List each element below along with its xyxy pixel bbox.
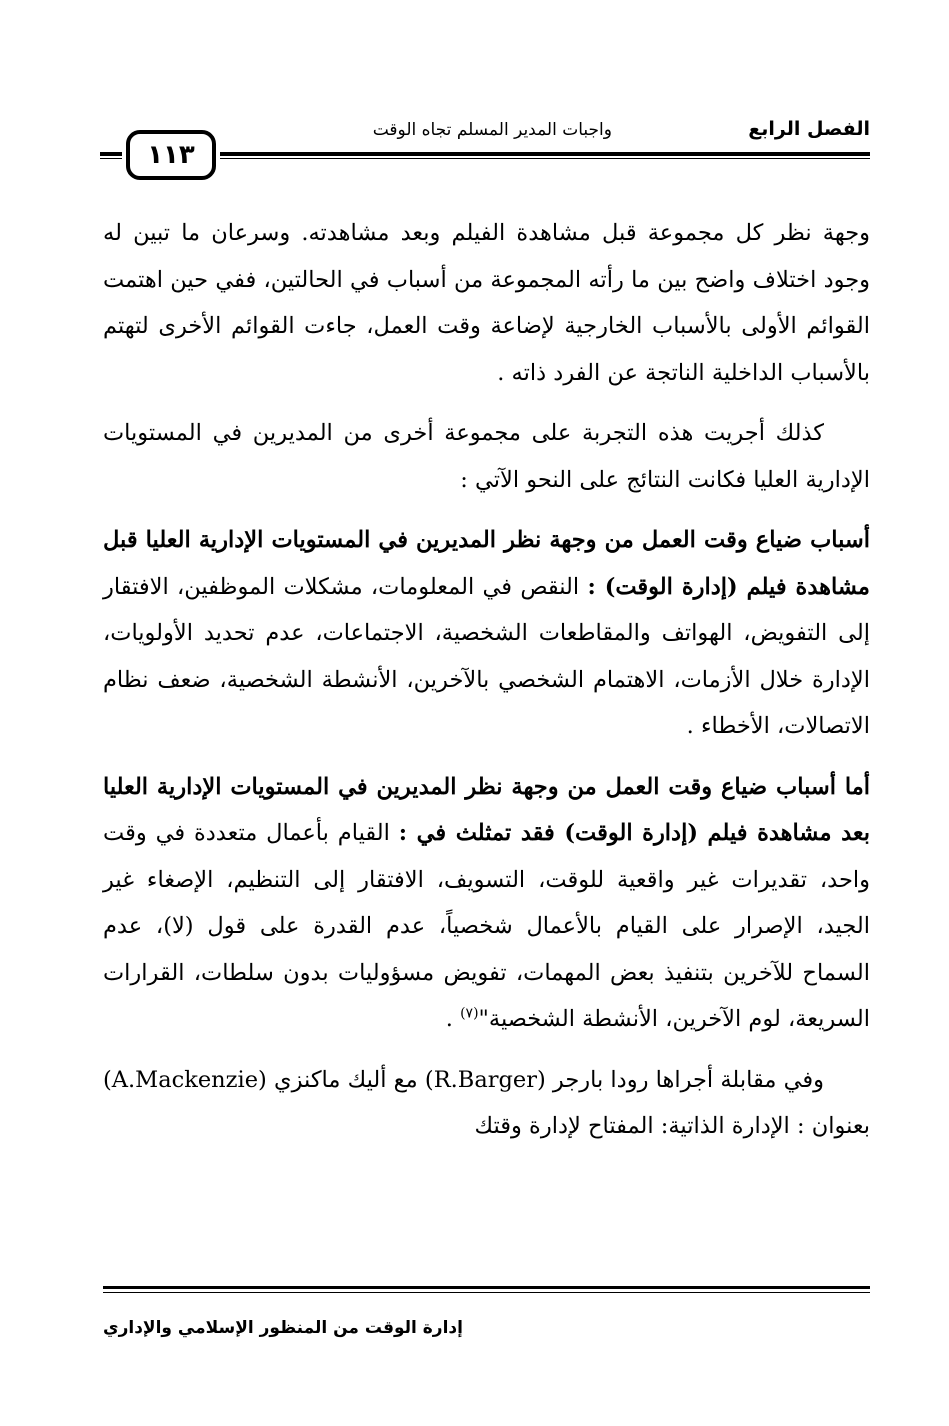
header-rule-thin [220,158,870,159]
paragraph-2 [103,410,870,503]
footer-rule-thin [103,1292,870,1293]
footer-rule [103,1286,870,1289]
footnote-reference: (٧) [460,1005,479,1022]
paragraph-5 [103,1057,870,1150]
paragraph-1-text: وجهة نظر كل مجموعة قبل مشاهدة الفيلم وبعد مشاهدته. وسرعان ما تبين له وجود اختلاف واضح بين ما رأته المجموعة من أسباب في الحالتين، ففي حين اهتمت القوائم الأولى بالأسباب الخارجية لإضاعة وقت العمل، جاءت القوائم الأخرى لتهتم بالأسباب الداخلية الناتجة عن الفرد ذاته . [103,220,870,386]
page-body [103,210,870,1164]
paragraph-1 [103,210,870,396]
paragraph-4-text: القيام بأعمال متعددة في وقت واحد، تقديرات غير واقعية للوقت، التسويف، الافتقار إلى التنظيم، الإصغاء غير الجيد، الإصرار على القيام بالأعمال شخصياً، عدم القدرة على قول (لا)، عدم السماح للآخرين بتنفيذ بعض المهمات، تفويض مسؤوليات بدون سلطات، القرارات السريعة، لوم الآخرين، الأنشطة الشخصية" [103,820,870,1032]
paragraph-4-end: . [445,1006,461,1032]
paragraph-3-heading: أسباب ضياع وقت العمل من وجهة نظر المديرين في المستويات الإدارية العليا قبل مشاهدة فيلم (إدارة الوقت) : [103,527,870,600]
paragraph-4 [103,764,870,1043]
header-rule [220,152,870,156]
header-rule-left-thin [100,158,122,159]
chapter-title: الفصل الرابع [748,118,870,140]
paragraph-4-heading: أما أسباب ضياع وقت العمل من وجهة نظر المديرين في المستويات الإدارية العليا بعد مشاهدة فيلم (إدارة الوقت) فقد تمثلث في : [103,773,870,846]
footer-book-title: إدارة الوقت من المنظور الإسلامي والإداري [103,1318,463,1338]
running-title: واجبات المدير المسلم تجاه الوقت [372,120,612,140]
paragraph-3-text: النقص في المعلومات، مشكلات الموظفين، الافتقار إلى التفويض، الهواتف والمقاطعات الشخصية، الاجتماعات، عدم تحديد الأولويات، الإدارة خلال الأزمات، الاهتمام الشخصي بالآخرين، الأنشطة الشخصية، ضعف نظام الاتصالات، الأخطاء . [103,573,870,739]
header-rule-left [100,152,122,156]
paragraph-5-text: وفي مقابلة أجراها رودا بارجر (R.Barger) مع أليك ماكنزي (A.Mackenzie) بعنوان : الإدارة الذاتية: المفتاح لإدارة وقتك [103,1066,870,1139]
paragraph-2-text: كذلك أجريت هذه التجربة على مجموعة أخرى من المديرين في المستويات الإدارية العليا فكانت النتائج على النحو الآتي : [103,420,870,493]
paragraph-3 [103,517,870,750]
page-header [100,112,870,182]
page-number: ١١٣ [126,130,216,180]
